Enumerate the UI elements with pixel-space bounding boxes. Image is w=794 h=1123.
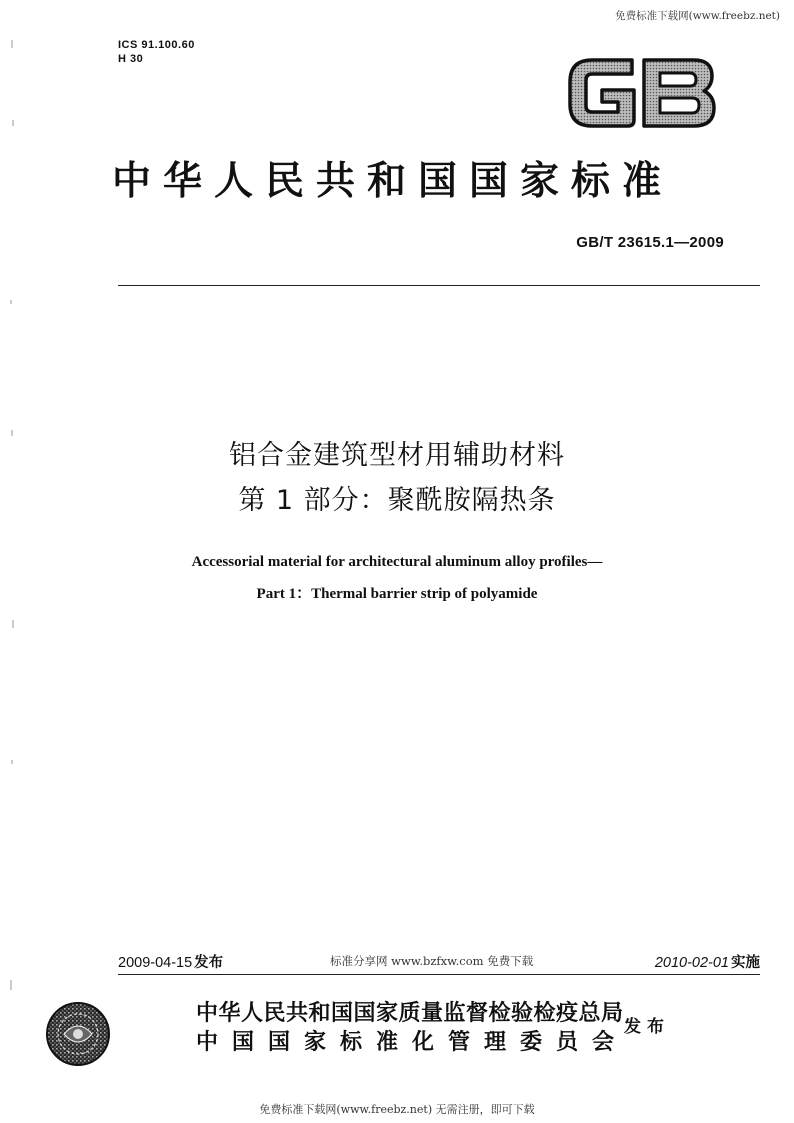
ccs-code: H 30 bbox=[118, 53, 144, 65]
english-title-line1: Accessorial material for architectural aluminum alloy profiles— bbox=[191, 554, 603, 570]
chinese-title-line1: 铝合金建筑型材用辅助材料 bbox=[229, 440, 565, 471]
publish-label: 发布 bbox=[624, 1017, 670, 1037]
date-divider bbox=[118, 974, 760, 975]
classification-codes bbox=[118, 38, 195, 66]
date-row bbox=[118, 951, 760, 973]
issue-date bbox=[118, 951, 223, 972]
english-title-line2: Part 1：Thermal barrier strip of polyamide bbox=[256, 586, 538, 602]
issue-date-value: 2009-04-15 bbox=[118, 955, 193, 971]
effective-date-value: 2010-02-01 bbox=[654, 955, 729, 971]
national-standard-heading: 中华人民共和国国家标准 bbox=[112, 158, 674, 204]
top-watermark: 免费标准下载网(www.freebz.net) bbox=[615, 10, 780, 22]
effective-date bbox=[655, 951, 760, 972]
standard-number: GB/T 23615.1—2009 bbox=[576, 234, 724, 251]
effective-label: 实施 bbox=[731, 955, 760, 971]
bottom-watermark: 免费标准下载网(www.freebz.net) 无需注册，即可下载 bbox=[259, 1103, 535, 1116]
header-divider bbox=[118, 285, 760, 286]
chinese-title-line2: 第 1 部分：聚酰胺隔热条 bbox=[238, 485, 556, 516]
issue-label: 发布 bbox=[194, 955, 224, 971]
download-note: 标准分享网 www.bzfxw.com 免费下载 bbox=[330, 954, 534, 968]
ics-code: ICS 91.100.60 bbox=[118, 39, 195, 51]
gb-logo bbox=[562, 52, 722, 132]
official-seal-icon bbox=[44, 1000, 112, 1068]
issuer-line1: 中华人民共和国国家质量监督检验检疫总局 bbox=[196, 1000, 624, 1026]
issuer-line2: 中国国家标准化管理委员会 bbox=[196, 1029, 629, 1055]
